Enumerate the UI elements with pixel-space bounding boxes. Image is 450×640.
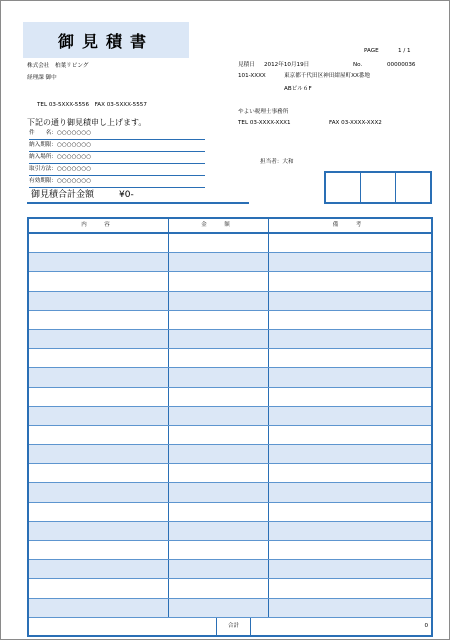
field-label: 有効期限： [29, 178, 57, 184]
table-cell [29, 349, 169, 367]
stamp-box [324, 171, 432, 204]
table-cell [169, 541, 269, 559]
items-table [27, 217, 433, 637]
table-cell [29, 522, 169, 540]
total-spacer [29, 618, 217, 635]
field-row-validity [29, 176, 205, 188]
table-cell [269, 272, 431, 290]
field-label: 取引方法： [29, 166, 57, 172]
table-row [29, 253, 431, 272]
table-cell [169, 349, 269, 367]
table-row [29, 541, 431, 560]
table-cell [269, 464, 431, 482]
table-cell [169, 483, 269, 501]
recipient-tel: TEL 03-5XXX-5556 FAX 03-5XXX-5557 [37, 102, 147, 108]
table-cell [29, 541, 169, 559]
table-cell [169, 368, 269, 386]
total-underline [27, 202, 249, 204]
issuer-address1: 東京都千代田区神田紺屋町XX番地 [284, 73, 370, 79]
field-label: 件 名： [29, 130, 57, 136]
table-row [29, 368, 431, 387]
table-cell [269, 311, 431, 329]
number-value: 00000036 [387, 62, 416, 68]
field-value: ○○○○○○○ [56, 166, 92, 172]
table-row [29, 407, 431, 426]
header-content: 内 容 [29, 219, 169, 232]
stamp-cell [326, 173, 361, 202]
table-row [29, 311, 431, 330]
table-row [29, 292, 431, 311]
table-row [29, 483, 431, 502]
field-value: ○○○○○○○ [56, 178, 92, 184]
table-cell [169, 292, 269, 310]
table-cell [269, 388, 431, 406]
recipient-company: 株式会社 柏葉リビング [27, 63, 89, 69]
estimate-total-label: 御見積合計金額 [31, 190, 95, 200]
table-cell [29, 311, 169, 329]
table-cell [29, 272, 169, 290]
table-cell [29, 407, 169, 425]
table-cell [29, 445, 169, 463]
field-row-delivery-place [29, 152, 205, 164]
table-cell [169, 599, 269, 617]
field-value: ○○○○○○○ [56, 154, 92, 160]
table-cell [169, 311, 269, 329]
stamp-cell [396, 173, 430, 202]
table-cell [269, 503, 431, 521]
table-cell [269, 253, 431, 271]
table-body [29, 234, 431, 618]
table-row [29, 272, 431, 291]
table-cell [29, 388, 169, 406]
issuer-address2: ABビル６F [284, 86, 312, 92]
table-cell [269, 292, 431, 310]
table-cell [269, 368, 431, 386]
table-cell [269, 541, 431, 559]
header-remarks: 備 考 [332, 222, 368, 228]
table-cell [169, 253, 269, 271]
page-label: PAGE [364, 48, 379, 54]
table-cell [269, 599, 431, 617]
table-cell [29, 599, 169, 617]
table-cell [29, 464, 169, 482]
table-row [29, 388, 431, 407]
table-cell [269, 579, 431, 597]
table-cell [269, 407, 431, 425]
field-label: 納入場所： [29, 154, 57, 160]
table-cell [269, 426, 431, 444]
table-cell [169, 407, 269, 425]
issuer-office: やよい税理士事務所 [238, 109, 289, 115]
table-cell [29, 426, 169, 444]
table-cell [269, 349, 431, 367]
table-cell [269, 483, 431, 501]
table-cell [269, 330, 431, 348]
table-cell [269, 560, 431, 578]
intro-text: 下記の通り御見積申し上げます。 [27, 118, 147, 127]
table-cell [169, 445, 269, 463]
header-amount: 金 額 [169, 219, 269, 232]
table-cell [169, 272, 269, 290]
table-cell [169, 330, 269, 348]
table-cell [29, 483, 169, 501]
document-title: 御見積書 [23, 22, 189, 58]
field-value: ○○○○○○○ [56, 130, 92, 136]
field-row-delivery-deadline [29, 140, 205, 152]
table-row [29, 464, 431, 483]
table-cell [29, 292, 169, 310]
table-cell [29, 560, 169, 578]
issuer-fax: FAX 03-XXXX-XXX2 [329, 120, 382, 126]
issuer-postal: 101-XXXX [238, 73, 266, 79]
table-row [29, 234, 431, 253]
issuer-person: 担当者：大和 [260, 159, 294, 165]
sum-label: 合計 [217, 618, 251, 635]
table-cell [169, 560, 269, 578]
table-row [29, 560, 431, 579]
field-label: 納入期限： [29, 142, 57, 148]
page-value: 1 / 1 [398, 48, 411, 54]
number-label: No. [353, 62, 363, 68]
table-cell [169, 522, 269, 540]
table-row [29, 522, 431, 541]
date-label: 見積日 [238, 62, 255, 68]
issuer-tel: TEL 03-XXXX-XXX1 [238, 120, 291, 126]
table-row [29, 330, 431, 349]
table-row [29, 579, 431, 598]
table-cell [169, 464, 269, 482]
table-cell [29, 503, 169, 521]
table-cell [169, 503, 269, 521]
table-cell [169, 388, 269, 406]
table-cell [269, 445, 431, 463]
table-row [29, 426, 431, 445]
table-cell [29, 253, 169, 271]
date-value: 2012年10月19日 [264, 62, 310, 68]
table-row [29, 445, 431, 464]
table-cell [269, 234, 431, 252]
field-row-payment-terms [29, 164, 205, 176]
table-row [29, 349, 431, 368]
stamp-cell [361, 173, 396, 202]
table-cell [169, 579, 269, 597]
table-cell [29, 330, 169, 348]
table-cell [169, 234, 269, 252]
sum-value: 0 [424, 622, 428, 629]
table-cell [29, 579, 169, 597]
table-row [29, 599, 431, 618]
table-row [29, 503, 431, 522]
field-row-subject [29, 128, 205, 140]
table-cell [29, 368, 169, 386]
table-cell [169, 426, 269, 444]
table-cell [269, 522, 431, 540]
table-cell [29, 234, 169, 252]
table-total-row [29, 618, 431, 635]
recipient-department: 経理課 御中 [27, 75, 57, 81]
estimate-total-value: ¥0- [119, 190, 134, 200]
table-header [29, 219, 431, 234]
field-value: ○○○○○○○ [56, 142, 92, 148]
